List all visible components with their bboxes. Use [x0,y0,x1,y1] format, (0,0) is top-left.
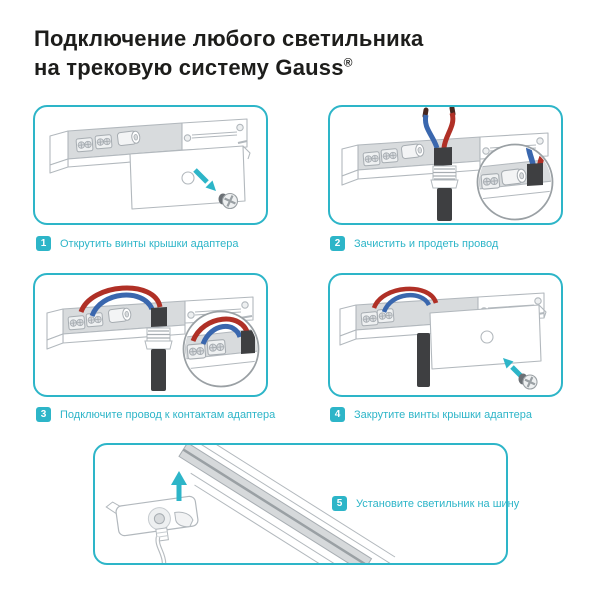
step-1-label [36,236,239,251]
step-5-text: Установите светильник на шину [356,497,520,510]
page-title [34,24,424,82]
adapter-cover-plate [430,305,546,369]
step1-illustration-adapter-open-screw [35,107,266,223]
step-2-label [330,236,498,251]
power-cable [417,333,430,387]
step-4-number-badge: 4 [330,407,345,422]
title-line-1: Подключение любого светильника [34,26,424,51]
step-1-number-badge: 1 [36,236,51,251]
luminaire-adapter [106,491,200,548]
step2-illustration-wires-threaded [330,107,561,223]
step3-illustration-wires-connected [35,275,266,395]
step-4-label [330,407,532,422]
step-3-text: Подключите провод к контактам адаптера [60,408,276,421]
screw-icon [219,193,238,209]
step-2-text: Зачистить и продеть провод [354,237,499,250]
panel-step-2 [328,105,563,225]
step-5-label [332,496,519,511]
step-1-text: Открутить винты крышки адаптера [60,237,239,250]
title-line-2: на трековую систему Gauss [34,55,344,80]
step-3-label [36,407,275,422]
cable-gland [431,166,458,188]
cable-entry-block [434,147,452,166]
step-3-number-badge: 3 [36,407,51,422]
panel-step-4 [328,273,563,397]
step-5-number-badge: 5 [332,496,347,511]
step4-illustration-cover-screwed [330,275,561,395]
step-2-number-badge: 2 [330,236,345,251]
power-cable [151,349,166,391]
screw-icon [519,374,538,390]
panel-step-3 [33,273,268,397]
step-4-text: Закрутите винты крышки адаптера [354,408,532,421]
panel-step-1 [33,105,268,225]
trademark-symbol: ® [343,55,353,70]
cable-gland [145,328,172,349]
power-cable [437,188,452,221]
cable-entry-block [151,307,167,327]
